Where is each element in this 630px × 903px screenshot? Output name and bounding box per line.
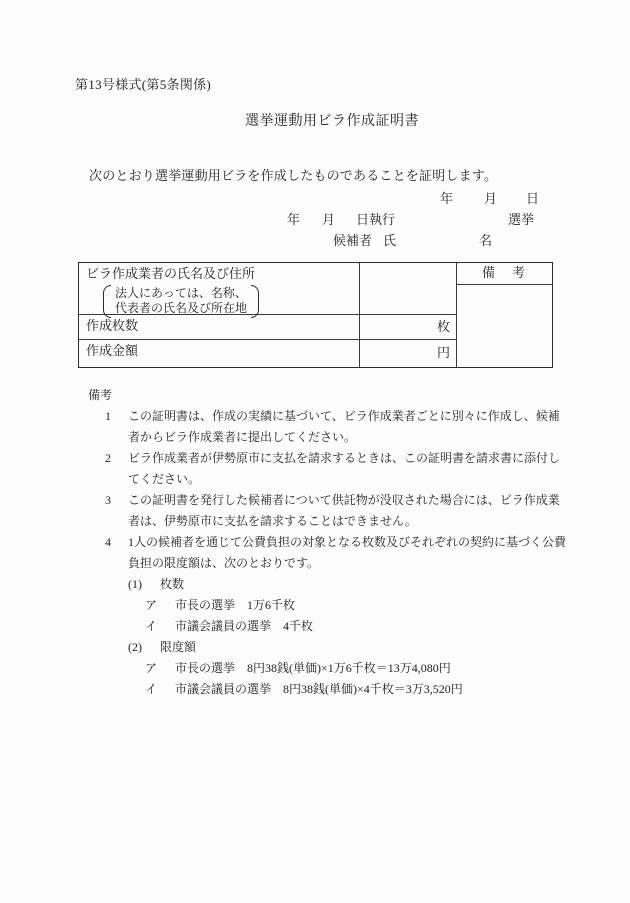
sheets-value-cell bbox=[359, 315, 456, 339]
maker-label: ビラ作成業者の氏名及び住所 bbox=[86, 266, 256, 281]
production-table bbox=[78, 262, 553, 368]
note-number: 4 bbox=[105, 535, 111, 549]
note-item-2 bbox=[88, 448, 568, 490]
amount-row bbox=[79, 340, 456, 367]
legal-entity-note-text: 法人にあっては、名称、 代表者の氏名及び所在地 bbox=[115, 285, 248, 315]
candidate-family-name-label: 氏 bbox=[383, 233, 397, 248]
sub-text: 限度額 bbox=[160, 640, 197, 654]
notes-section bbox=[88, 385, 568, 700]
execution-year-label: 年 bbox=[287, 212, 301, 227]
sheets-label-cell: 作成枚数 bbox=[86, 318, 139, 333]
sub-text: 市長の選挙 1万6千枚 bbox=[175, 598, 296, 612]
issue-day-label: 日 bbox=[526, 191, 540, 206]
candidate-label: 候補者 bbox=[333, 233, 373, 248]
notes-heading: 備考 bbox=[88, 388, 113, 402]
note-number: 2 bbox=[105, 451, 111, 465]
note-text: この証明書は、作成の実績に基づいて、ビラ作成業者ごとに別々に作成し、候補者からビラ作成業者に提出してください。 bbox=[128, 409, 560, 444]
candidate-given-name-label: 名 bbox=[479, 233, 493, 248]
maker-value-cell bbox=[359, 263, 456, 314]
note-sub-heading-1 bbox=[128, 574, 568, 595]
sheets-row bbox=[79, 315, 456, 340]
issue-month-label: 月 bbox=[484, 191, 498, 206]
note-number: 3 bbox=[105, 493, 111, 507]
note-number: 1 bbox=[105, 409, 111, 423]
note-text: この証明書を発行した候補者について供託物が没収された場合には、ビラ作成業者は、伊勢原市に支払を請求することはできません。 bbox=[128, 493, 560, 528]
sub-number: イ bbox=[145, 619, 158, 633]
maker-row bbox=[79, 263, 456, 315]
sub-text: 市長の選挙 8円38銭(単価)×1万6千枚＝13万4,080円 bbox=[175, 661, 451, 675]
note-sub-item bbox=[145, 595, 568, 616]
document-title: 選挙運動用ビラ作成証明書 bbox=[245, 114, 419, 129]
note-item-4 bbox=[88, 532, 568, 574]
remarks-header: 備 考 bbox=[457, 263, 552, 285]
execution-month-label: 月 bbox=[322, 212, 336, 227]
form-number: 第13号様式(第5条関係) bbox=[75, 77, 212, 92]
sub-text: 市議会議員の選挙 4千枚 bbox=[175, 619, 314, 633]
note-text: 1人の候補者を通じて公費負担の対象となる枚数及びそれぞれの契約に基づく公費負担の限度額は、次のとおりです。 bbox=[128, 535, 567, 570]
note-sub-heading-2 bbox=[128, 637, 568, 658]
sub-number: (1) bbox=[128, 577, 142, 591]
production-table-main bbox=[79, 263, 456, 367]
sub-text: 枚数 bbox=[160, 577, 185, 591]
sheets-unit-label: 枚 bbox=[436, 318, 450, 334]
note-sub-item bbox=[145, 679, 568, 700]
remarks-body-cell bbox=[457, 285, 552, 367]
sub-text: 市議会議員の選挙 8円38銭(単価)×4千枚＝3万3,520円 bbox=[175, 682, 463, 696]
sub-number: イ bbox=[145, 682, 158, 696]
sub-number: ア bbox=[145, 661, 158, 675]
left-bracket-icon bbox=[103, 285, 111, 318]
note-sub-item bbox=[145, 616, 568, 637]
note-item-1 bbox=[88, 406, 568, 448]
note-item-3 bbox=[88, 490, 568, 532]
issue-date-line bbox=[0, 190, 630, 206]
sub-number: (2) bbox=[128, 640, 142, 654]
execution-day-label: 日執行 bbox=[356, 212, 396, 227]
note-text: ビラ作成業者が伊勢原市に支払を請求するときは、この証明書を請求書に添付してください。 bbox=[128, 451, 561, 486]
election-label: 選挙 bbox=[508, 212, 535, 227]
note-sub-item bbox=[145, 658, 568, 679]
right-bracket-icon bbox=[251, 285, 259, 318]
sub-number: ア bbox=[145, 598, 158, 612]
execution-date-line bbox=[0, 211, 630, 227]
amount-label-cell: 作成金額 bbox=[86, 343, 139, 358]
remarks-column bbox=[456, 263, 552, 367]
issue-year-label: 年 bbox=[440, 191, 454, 206]
candidate-line bbox=[0, 232, 630, 248]
maker-label-cell bbox=[79, 263, 359, 314]
amount-unit-label: 円 bbox=[436, 345, 450, 361]
legal-entity-note bbox=[103, 285, 259, 318]
amount-value-cell bbox=[359, 340, 456, 367]
certify-statement: 次のとおり選挙運動用ビラを作成したものであることを証明します。 bbox=[89, 168, 498, 183]
